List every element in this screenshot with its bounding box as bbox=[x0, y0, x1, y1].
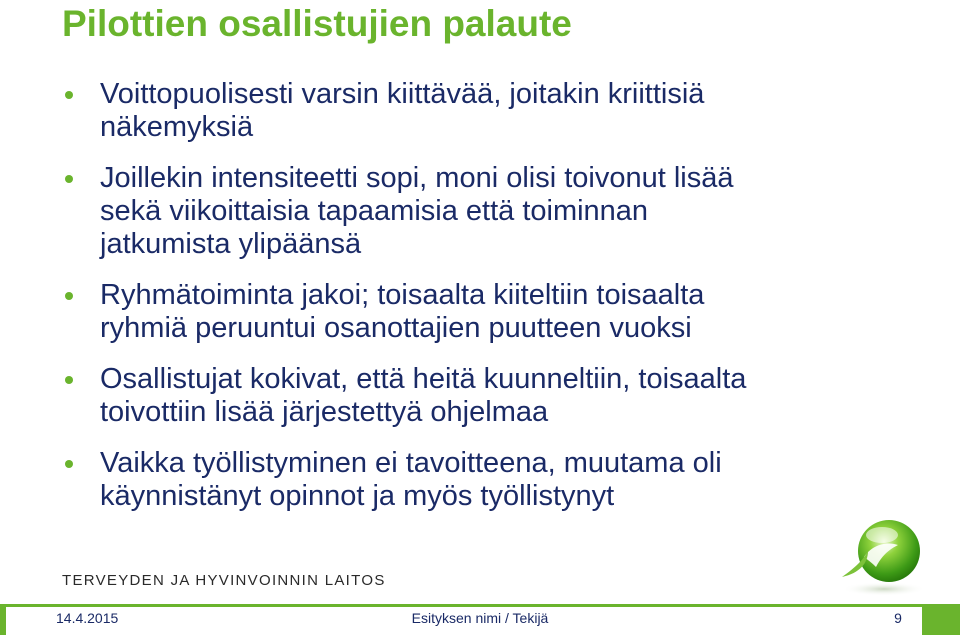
bullet-dot-icon bbox=[65, 460, 73, 468]
bullet-text-line: Joillekin intensiteetti sopi, moni olisi toivonut lisää bbox=[100, 162, 734, 194]
bullet-item bbox=[62, 363, 922, 429]
organization-name: TERVEYDEN JA HYVINVOINNIN LAITOS bbox=[62, 572, 386, 589]
bullet-text-line: Vaikka työllistyminen ei tavoitteena, muutama oli bbox=[100, 447, 722, 479]
bullet-text-line: sekä viikoittaisia tapaamisia että toiminnan bbox=[100, 195, 649, 227]
footer-presentation-name: Esityksen nimi / Tekijä bbox=[411, 610, 549, 626]
bullet-text-line: näkemyksiä bbox=[100, 111, 254, 143]
green-globe-leaf-icon bbox=[834, 515, 934, 597]
bullet-text-line: jatkumista ylipäänsä bbox=[100, 228, 362, 260]
bullet-dot-icon bbox=[65, 175, 73, 183]
footer-date: 14.4.2015 bbox=[56, 610, 119, 626]
footer-page-number: 9 bbox=[894, 610, 902, 626]
bullet-item bbox=[62, 279, 922, 345]
bullet-text-line: toivottiin lisää järjestettyä ohjelmaa bbox=[100, 396, 549, 428]
bullet-list bbox=[62, 78, 922, 513]
bullet-dot-icon bbox=[65, 292, 73, 300]
bullet-dot-icon bbox=[65, 376, 73, 384]
bullet-item bbox=[62, 78, 922, 144]
bullet-item bbox=[62, 162, 922, 261]
bullet-dot-icon bbox=[65, 91, 73, 99]
bullet-text-line: käynnistänyt opinnot ja myös työllistynyt bbox=[100, 480, 615, 512]
bullet-text-line: Osallistujat kokivat, että heitä kuunneltiin, toisaalta bbox=[100, 363, 747, 395]
bullet-item bbox=[62, 447, 922, 513]
slide-title: Pilottien osallistujien palaute bbox=[62, 3, 572, 44]
bullet-text-line: Voittopuolisesti varsin kiittävää, joitakin kriittisiä bbox=[100, 78, 705, 110]
bullet-text-line: Ryhmätoiminta jakoi; toisaalta kiiteltiin toisaalta bbox=[100, 279, 705, 311]
bullet-text-line: ryhmiä peruuntui osanottajien puutteen vuoksi bbox=[100, 312, 692, 344]
